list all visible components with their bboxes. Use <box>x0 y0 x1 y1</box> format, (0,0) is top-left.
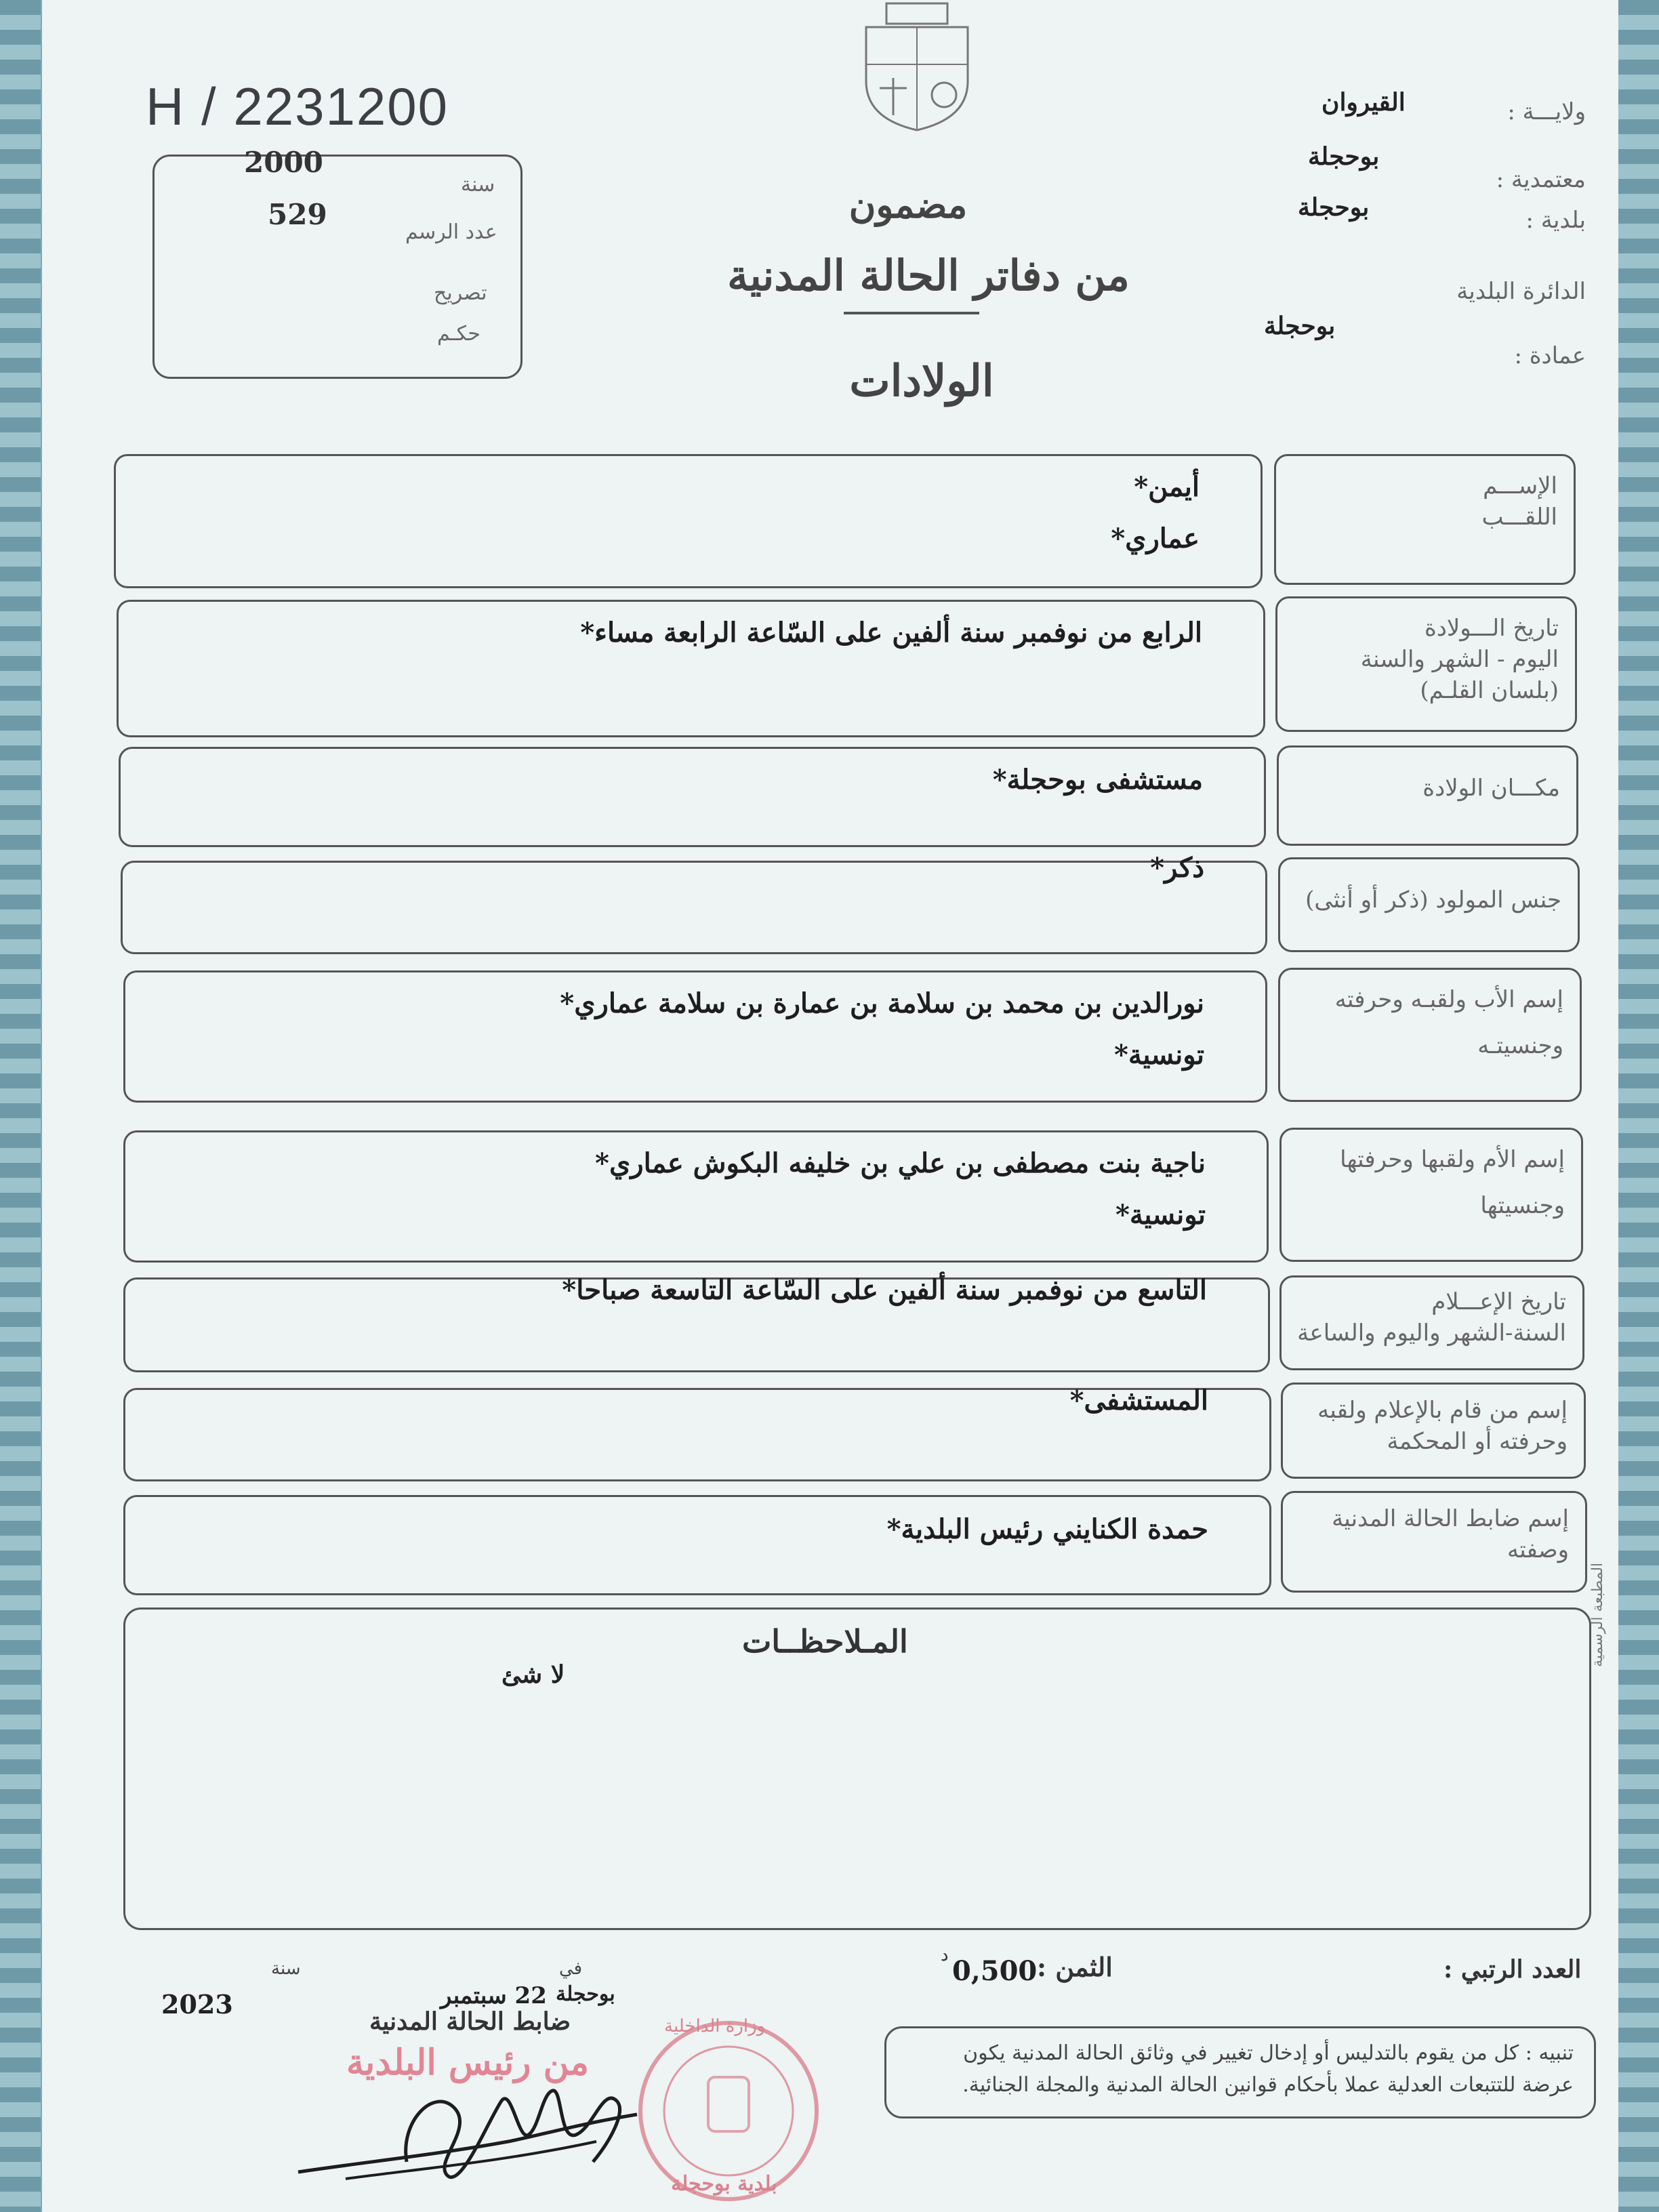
father-label: إسم الأب ولقبـه وحرفته <box>1334 986 1563 1013</box>
birth-date-note-label: (بلسان القلـم) <box>1420 676 1559 704</box>
red-stamp-line1: من رئيس البلدية <box>346 2042 590 2083</box>
issue-in-label: في <box>559 1959 583 1979</box>
first-name-label: الإســـم <box>1483 472 1557 499</box>
daira-label: الدائرة البلدية <box>1456 278 1586 305</box>
mother-nationality-value: تونسية* <box>1115 1199 1206 1231</box>
title-madmoun: مضمون <box>848 183 968 226</box>
mother-value-box <box>123 1130 1269 1263</box>
motamadia-label: معتمدية : <box>1496 166 1586 193</box>
declaration-date-label-box <box>1279 1275 1584 1370</box>
officer-value-box <box>123 1495 1271 1595</box>
issue-place: بوحجلة <box>556 1982 615 2006</box>
declaration-date-value: التاسع من نوفمبر سنة ألفين على السّاعة التاسعة صباحا* <box>562 1274 1207 1306</box>
signature-icon <box>285 2060 691 2196</box>
serial-number-label: العدد الرتبي : <box>1443 1955 1582 1984</box>
declarant-value-box <box>123 1385 1271 1481</box>
baladia-value: بوحجلة <box>1298 193 1370 222</box>
declaration-date-sub-label: السنة-الشهر واليوم والساعة <box>1297 1319 1566 1347</box>
notes-title: المـلاحظــات <box>742 1623 908 1660</box>
officer-label: إسم ضابط الحالة المدنية <box>1332 1505 1569 1532</box>
judgment-label: حكـم <box>437 322 480 346</box>
omada-value: بوحجلة <box>1264 312 1336 340</box>
first-name-value: أيمن* <box>1134 471 1200 503</box>
price-unit: د <box>941 1945 949 1965</box>
declaration-label: تصريح <box>434 281 487 305</box>
issue-date: 22 سبتمبر <box>441 1982 547 2009</box>
document-serial: H / 2231200 <box>146 77 449 136</box>
father-nationality-label: وجنسيتـه <box>1477 1031 1563 1059</box>
paper-edge-left <box>0 0 41 2212</box>
wilaya-label: ولايـــة : <box>1507 98 1586 125</box>
issue-year-label: سنة <box>271 1959 301 1979</box>
father-name-value: نورالدين بن محمد بن سلامة بن عمارة بن سلامة عماري* <box>560 987 1204 1019</box>
title-underline <box>844 312 979 314</box>
notes-text: لا شئ <box>501 1660 565 1689</box>
officer-title: ضابط الحالة المدنية <box>369 2007 571 2036</box>
father-value-box <box>123 970 1267 1103</box>
declarant-sub-label: وحرفته أو المحكمة <box>1387 1427 1568 1455</box>
declarant-label-box <box>1281 1382 1586 1479</box>
registration-year-label: سنة <box>461 173 495 197</box>
declarant-value: المستشفى* <box>1069 1385 1208 1416</box>
name-value-box <box>114 454 1263 588</box>
last-name-label: اللقـــب <box>1481 503 1557 531</box>
birth-place-label: مكـــان الولادة <box>1422 775 1560 802</box>
omada-label: عمادة : <box>1514 342 1586 369</box>
motamadia-value: بوحجلة <box>1308 142 1380 171</box>
mother-label: إسم الأم ولقبها وحرفتها <box>1340 1146 1565 1173</box>
wilaya-value: القيروان <box>1322 88 1406 117</box>
mother-nationality-label: وجنسيتها <box>1480 1191 1565 1219</box>
registration-year-value: 2000 <box>244 146 323 179</box>
birth-date-sub-label: اليوم - الشهر والسنة <box>1360 645 1559 673</box>
father-nationality-value: تونسية* <box>1113 1039 1204 1071</box>
registration-number-label: عدد الرسم <box>405 220 497 244</box>
issue-year: 2023 <box>161 1989 233 2020</box>
name-label-box <box>1274 454 1576 585</box>
officer-label-box <box>1281 1491 1587 1593</box>
seal-text-top: وزارة الداخلية <box>664 2016 766 2036</box>
title-civil-registers: من دفاتر الحالة المدنية <box>727 251 1130 300</box>
birth-date-label-box <box>1275 596 1577 732</box>
birth-place-value-box <box>119 747 1266 847</box>
tunisia-emblem-icon <box>859 0 975 132</box>
price-value: 0,500 <box>952 1955 1038 1987</box>
mother-label-box <box>1279 1128 1583 1262</box>
birth-place-label-box <box>1277 745 1578 846</box>
mother-name-value: ناجية بنت مصطفى بن علي بن خليفه البكوش عماري* <box>595 1147 1206 1179</box>
sex-label-box <box>1278 857 1580 952</box>
paper-edge-right <box>1618 0 1659 2212</box>
baladia-label: بلدية : <box>1525 207 1586 234</box>
sex-value-box <box>121 852 1267 954</box>
birth-place-value: مستشفى بوحجلة* <box>992 764 1203 796</box>
officer-sub-label: وصفته <box>1507 1536 1569 1563</box>
birth-date-value-box <box>117 600 1265 737</box>
sex-value: ذكر* <box>1150 852 1204 884</box>
birth-date-label: تاريخ الـــولادة <box>1424 615 1559 642</box>
registration-number-value: 529 <box>268 198 327 231</box>
last-name-value: عماري* <box>1111 523 1200 554</box>
declarant-label: إسم من قام بالإعلام ولقبه <box>1317 1397 1568 1424</box>
legal-notice: تنبيه : كل من يقوم بالتدليس أو إدخال تغيير في وثائق الحالة المدنية يكون عرضة للتتبعات العدلية عملا بأحكام قوانين الحالة المدنية والمجلة الجنائية. <box>884 2026 1596 2118</box>
birth-date-value: الرابع من نوفمبر سنة ألفين على السّاعة الرابعة مساء* <box>580 617 1202 649</box>
officer-value: حمدة الكنايني رئيس البلدية* <box>886 1513 1208 1545</box>
declaration-date-value-box <box>123 1274 1270 1372</box>
price-label: الثمن : <box>1037 1952 1113 1982</box>
sex-label: جنس المولود (ذكر أو أنثى) <box>1305 886 1561 914</box>
father-label-box <box>1278 968 1582 1102</box>
printer-side-text: المطبعة الرسمية <box>1589 1562 1606 1667</box>
title-births: الولادات <box>849 356 994 407</box>
seal-text-bottom: بلدية بوحجلة <box>671 2172 777 2196</box>
declaration-date-label: تاريخ الإعـــلام <box>1431 1288 1566 1315</box>
